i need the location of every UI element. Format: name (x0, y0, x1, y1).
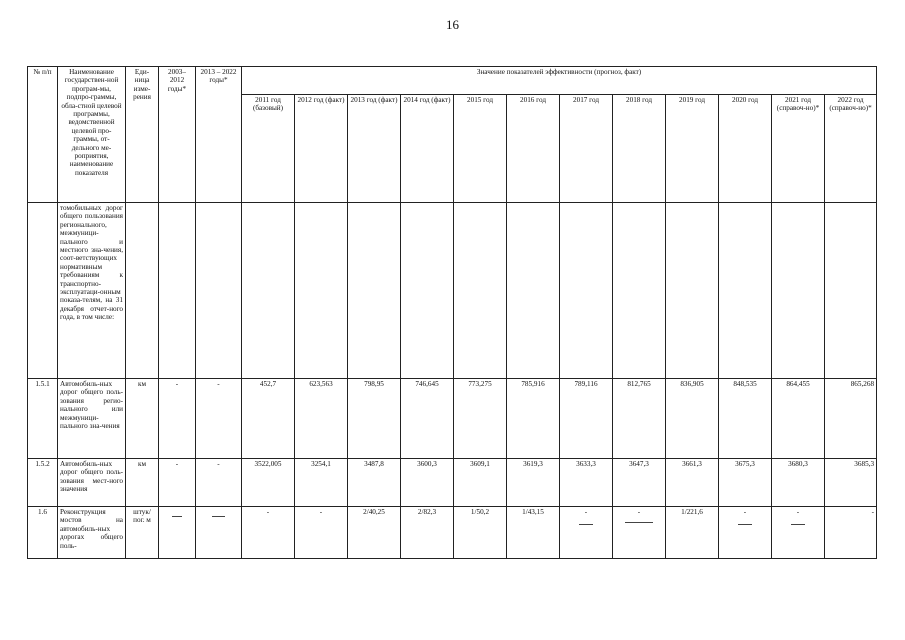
year-header: 2016 год (507, 95, 560, 203)
value-cell: 3633,3 (560, 459, 613, 507)
year-header: 2011 год (базовый) (242, 95, 295, 203)
value-cell: 785,916 (507, 379, 560, 459)
value-cell: 848,535 (719, 379, 772, 459)
cell (159, 203, 196, 379)
value-cell: 3609,1 (454, 459, 507, 507)
dash-line (625, 522, 654, 523)
value-cell: 798,95 (348, 379, 401, 459)
row-num: 1.5.1 (28, 379, 58, 459)
value-cell: 3254,1 (295, 459, 348, 507)
year-header: 2015 год (454, 95, 507, 203)
value-text: - (743, 508, 747, 516)
indicators-table (27, 66, 877, 559)
row-2003-2012 (159, 507, 196, 559)
row-name: Реконструкция мостов на автомобиль-ных дорогах общего поль- (58, 507, 126, 559)
dash-line (579, 524, 593, 525)
page-number: 16 (446, 17, 459, 32)
value-cell: - (242, 507, 295, 559)
header-values-title: Значение показателей эффективности (прогноз, факт) (242, 67, 877, 95)
value-cell: 2/82,3 (401, 507, 454, 559)
value-cell (719, 507, 772, 559)
value-cell (560, 507, 613, 559)
value-cell: 3619,3 (507, 459, 560, 507)
row-num: 1.5.2 (28, 459, 58, 507)
cell (126, 203, 159, 379)
value-cell: - (825, 507, 877, 559)
continuation-text: томобильных дорог общего пользования регионального, межмуници-пального и местного зна-чения, соот-ветствующих нормативным требованиям к транспортно-эксплуатаци-онным показа-телям, на 31 декабря отчет-ного года, в том числе: (58, 203, 126, 379)
header-name: Наименование государствен-ной програм-мы, подпро-граммы, обла-стной целевой программы, ведомственной целевой про-граммы, от-дельного ме-роприятия, наименование показателя (58, 67, 126, 203)
row-unit: км (126, 379, 159, 459)
dash-line (212, 516, 224, 517)
value-cell: 836,905 (666, 379, 719, 459)
value-cell: 452,7 (242, 379, 295, 459)
year-header: 2012 год (факт) (295, 95, 348, 203)
row-2003-2012: - (159, 459, 196, 507)
value-cell: 3675,3 (719, 459, 772, 507)
row-2003-2012: - (159, 379, 196, 459)
value-cell: 773,275 (454, 379, 507, 459)
value-cell: 865,268 (825, 379, 877, 459)
value-cell (772, 507, 825, 559)
year-header: 2018 год (613, 95, 666, 203)
header-2013-2022: 2013 – 2022 годы* (196, 67, 242, 203)
year-header: 2014 год (факт) (401, 95, 454, 203)
year-header: 2017 год (560, 95, 613, 203)
table-row (28, 507, 877, 559)
value-cell: 1/43,15 (507, 507, 560, 559)
value-cell: 3680,3 (772, 459, 825, 507)
row-num: 1.6 (28, 507, 58, 559)
value-cell: 3661,3 (666, 459, 719, 507)
value-text: - (584, 508, 588, 516)
value-cell: 864,455 (772, 379, 825, 459)
value-cell: 1/221,6 (666, 507, 719, 559)
table-row (28, 459, 877, 507)
row-unit: км (126, 459, 159, 507)
value-cell: 623,563 (295, 379, 348, 459)
year-header: 2021 год (справоч-но)* (772, 95, 825, 203)
row-2013-2022: - (196, 459, 242, 507)
year-header: 2013 год (факт) (348, 95, 401, 203)
value-cell: 789,116 (560, 379, 613, 459)
dash-line (738, 524, 752, 525)
dash-line (791, 524, 805, 525)
value-cell: 812,765 (613, 379, 666, 459)
value-cell: 3647,3 (613, 459, 666, 507)
row-name: Автомобиль-ных дорог общего поль-зования мест-ного значения (58, 459, 126, 507)
value-cell (613, 507, 666, 559)
header-unit: Еди-ница изме-рения (126, 67, 159, 203)
value-cell: 746,645 (401, 379, 454, 459)
cell (196, 203, 242, 379)
row-2013-2022: - (196, 379, 242, 459)
header-2003-2012: 2003–2012 годы* (159, 67, 196, 203)
table-row (28, 203, 877, 379)
value-cell: - (295, 507, 348, 559)
value-cell: 2/40,25 (348, 507, 401, 559)
table-row (28, 379, 877, 459)
value-text: - (796, 508, 800, 516)
year-header: 2022 год (справоч-но)* (825, 95, 877, 203)
header-num: № п/п (28, 67, 58, 203)
year-header: 2020 год (719, 95, 772, 203)
row-2013-2022 (196, 507, 242, 559)
dash-line (172, 516, 182, 517)
row-name: Автомобиль-ных дорог общего поль-зования регио-нального или межмуници-пального зна-чения (58, 379, 126, 459)
cell (28, 203, 58, 379)
value-cell: 1/50,2 (454, 507, 507, 559)
year-header: 2019 год (666, 95, 719, 203)
value-cell: 3600,3 (401, 459, 454, 507)
value-text: - (637, 508, 641, 516)
value-cell: 3522,005 (242, 459, 295, 507)
row-unit: штук/ пог. м (126, 507, 159, 559)
value-cell: 3487,8 (348, 459, 401, 507)
value-cell: 3685,3 (825, 459, 877, 507)
